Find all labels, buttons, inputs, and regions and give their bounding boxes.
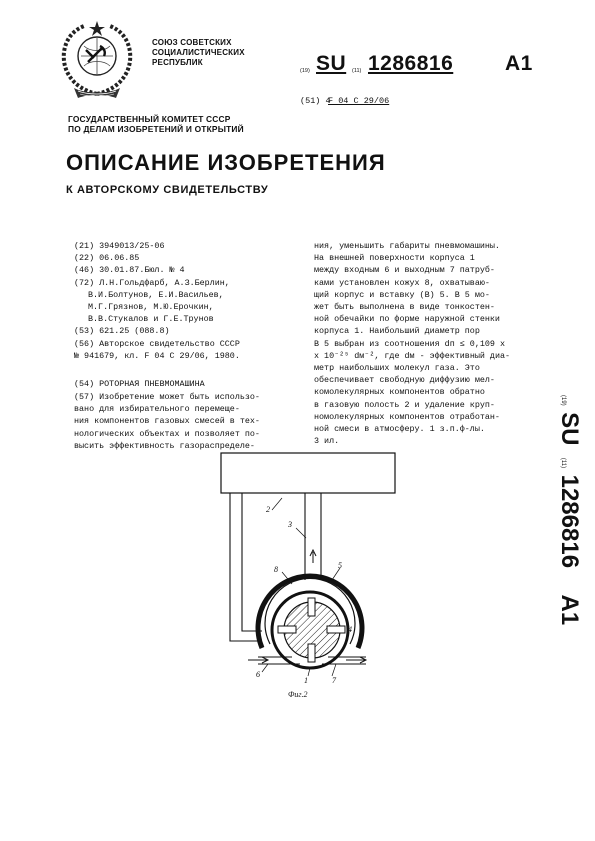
classification: F 04 C 29/06	[328, 96, 390, 106]
kind-code: A1	[505, 52, 533, 75]
committee-line-1: ГОСУДАРСТВЕННЫЙ КОМИТЕТ СССР	[68, 114, 231, 124]
abstract-line: корпуса 1. Наибольший диаметр пор	[314, 326, 480, 337]
country-code: SU	[316, 52, 347, 75]
abstract-line: ной обечайки по форме наружной стенки	[314, 314, 500, 325]
classification-code: (51) 4	[300, 96, 331, 106]
biblio-line: (53) 621.25 (088.8)	[74, 326, 170, 337]
abstract-line: между входным 6 и выходным 7 патруб-	[314, 265, 495, 276]
vertical-code-19: (19)	[560, 395, 566, 406]
abstract-line: жет быть выполнена в виде тонкостен-	[314, 302, 495, 313]
biblio-line: (56) Авторское свидетельство СССР	[74, 338, 240, 349]
figure-caption: Фиг.2	[288, 690, 308, 699]
biblio-line: (22) 06.06.85	[74, 253, 140, 264]
abstract-line: обеспечивает свободную диффузию мел-	[314, 375, 495, 386]
vertical-code-11: (11)	[560, 457, 566, 469]
vertical-patent-no: 1286816	[556, 474, 583, 569]
code-19: (19)	[300, 68, 310, 74]
figure-label: 8	[274, 565, 278, 574]
abstract-line: х 10⁻²⁵ dм⁻², где dм - эффективный диа-	[314, 350, 511, 361]
abstract-line: ками установлен кожух 8, охватываю-	[314, 277, 490, 288]
document-title: ОПИСАНИЕ ИЗОБРЕТЕНИЯ	[66, 150, 386, 175]
biblio-line: В.В.Стукалов и Г.Е.Трунов	[88, 314, 214, 325]
vertical-kind: A1	[556, 594, 583, 626]
abstract-line: комолекулярных компонентов обратно	[314, 387, 485, 398]
figure-label: 3	[288, 520, 292, 529]
abstract-line: (57) Изобретение может быть использо-	[74, 392, 260, 402]
biblio-line: (46) 30.01.87.Бюл. № 4	[74, 265, 185, 276]
abstract-line: высить эффективность газораспределе-	[74, 440, 255, 451]
code-11: (11)	[352, 68, 362, 74]
abstract-line: нологических объектах и позволяет по-	[74, 428, 260, 439]
abstract-line: вано для избирательного перемеще-	[74, 404, 240, 415]
document-subtitle: К АВТОРСКОМУ СВИДЕТЕЛЬСТВУ	[66, 184, 269, 196]
abstract-line: метр наибольших молекул газа. Это	[314, 363, 480, 374]
patent-number: 1286816	[368, 52, 454, 75]
org-name-line-1: СОЮЗ СОВЕТСКИХ	[152, 38, 232, 47]
org-name-line-2: СОЦИАЛИСТИЧЕСКИХ	[152, 48, 245, 57]
abstract-line: В 5 выбран из соотношения dп ≤ 0,109 х	[314, 338, 505, 349]
figure-label: 2	[266, 505, 270, 514]
abstract-line: ной смеси в атмосферу. 1 з.п.ф-лы.	[314, 424, 485, 435]
figure-label: 7	[332, 676, 336, 685]
figure-label: 1	[304, 676, 308, 685]
figure-label: 4	[348, 625, 352, 634]
abstract-line: На внешней поверхности корпуса 1	[314, 253, 475, 264]
biblio-line: В.И.Болтунов, Е.И.Васильев,	[88, 289, 224, 300]
biblio-line: (21) 3949013/25-06	[74, 241, 165, 251]
org-name-line-3: РЕСПУБЛИК	[152, 58, 203, 67]
abstract-line: 3 ил.	[314, 436, 340, 447]
committee-line-2: ПО ДЕЛАМ ИЗОБРЕТЕНИЙ И ОТКРЫТИЙ	[68, 124, 244, 134]
abstract-line: щий корпус и вставку (В) 5. В 5 мо-	[314, 289, 490, 300]
biblio-line: М.Г.Грязнов, М.Ю.Ерочкин,	[88, 302, 214, 313]
abstract-line: ния компонентов газовых смесей в тех-	[74, 416, 260, 427]
abstract-line: номолекулярных компонентов отработан-	[314, 411, 500, 422]
biblio-line: (72) Л.Н.Гольдфарб, А.З.Берлин,	[74, 277, 230, 288]
figure-label: 5	[338, 561, 342, 570]
invention-title: (54) РОТОРНАЯ ПНЕВМОМАШИНА	[74, 379, 205, 389]
abstract-line: в газовую полость 2 и удаление круп-	[314, 399, 495, 410]
biblio-line: № 941679, кл. F 04 C 29/06, 1980.	[74, 350, 240, 361]
abstract-line: ния, уменьшить габариты пневмомашины.	[314, 241, 500, 251]
vertical-country: SU	[556, 412, 583, 446]
figure-label: 6	[256, 670, 260, 679]
receiver-box	[221, 453, 395, 493]
